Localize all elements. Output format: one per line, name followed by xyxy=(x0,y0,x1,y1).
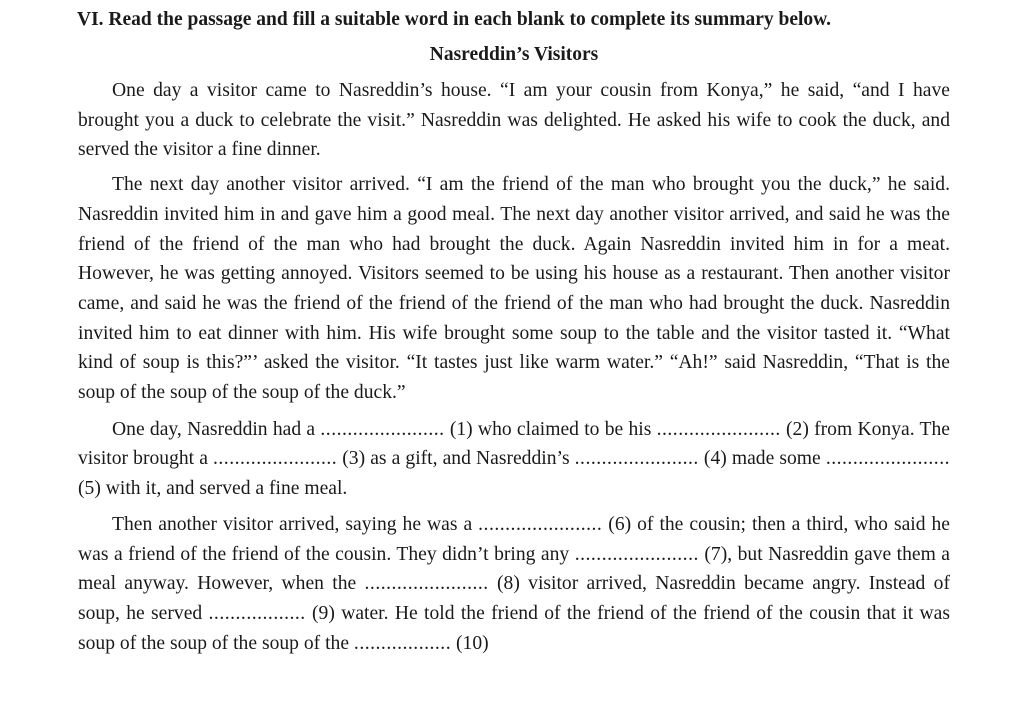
summary-text: (8) visitor arrived, Nasreddin became angry. Instead of soup, he served xyxy=(78,573,950,624)
summary-text: (10) xyxy=(451,632,489,654)
summary-text: (3) as a gift, and Nasreddin’s xyxy=(337,448,575,470)
passage-paragraph-1: One day a visitor came to Nasreddin’s house. “I am your cousin from Konya,” he said, “and I have brought you a duck to celebrate the visit.” Nasreddin was delighted. He asked his wife to cook the duck, and served the visitor a fine dinner. xyxy=(78,80,950,161)
blank-5[interactable]: ....................... xyxy=(825,448,950,470)
exercise-heading: VI. Read the passage and fill a suitable word in each blank to complete its summary below. xyxy=(77,9,832,30)
summary-text: (1) who claimed to be his xyxy=(444,418,657,440)
passage-title: Nasreddin’s Visitors xyxy=(429,44,599,65)
blank-4[interactable]: ....................... xyxy=(574,448,699,470)
blank-6[interactable]: ....................... xyxy=(478,513,603,535)
summary-text: (4) made some xyxy=(698,448,826,470)
passage-paragraph-2: The next day another visitor arrived. “I am the friend of the man who brought you the duck,” he said. Nasreddin invited him in and gave him a good meal. The next day another visitor arrived, and said he was the friend of the friend of the man who had brought the duck. Again Nasreddin invited him in for a meat. However, he was getting annoyed. Visitors seemed to be using his house as a restaurant. Then another visitor came, and said he was the friend of the friend of the friend of the man who had brought the duck. Nasreddin invited him to eat dinner with him. His wife brought some soup to the table and the visitor tasted it. “What kind of soup is this?”’ asked the visitor. “It tastes just like warm water.” “Ah!” said Nasreddin, “That is the soup of the soup of the soup of the duck.” xyxy=(78,174,950,404)
blank-7[interactable]: ....................... xyxy=(574,543,699,565)
blank-2[interactable]: ....................... xyxy=(656,418,781,440)
blank-3[interactable]: ....................... xyxy=(213,448,338,470)
blank-8[interactable]: ....................... xyxy=(364,573,489,595)
worksheet-page xyxy=(78,8,950,658)
summary-text: (9) water. He told the friend of the friend of the friend of the cousin that it was soup of the soup of the soup of the xyxy=(78,602,951,654)
summary-text: (5) with it, and served a fine meal. xyxy=(78,478,348,500)
summary-text: (7), but Nasreddin gave them a meal anyway. However, when the xyxy=(78,543,950,595)
blank-1[interactable]: ....................... xyxy=(320,418,445,440)
summary-paragraph-1 xyxy=(78,415,950,504)
summary-paragraph-2 xyxy=(78,510,950,659)
summary-text: Then another visitor arrived, saying he was a xyxy=(112,513,479,535)
summary-text: (6) of the cousin; then a third, who said he was a friend of the friend of the cousin. They didn’t bring any xyxy=(78,513,950,565)
summary-text: (2) from Konya. The visitor brought a xyxy=(78,418,950,470)
summary-text: One day, Nasreddin had a xyxy=(112,418,321,440)
blank-10[interactable]: .................. xyxy=(353,632,452,654)
blank-9[interactable]: .................. xyxy=(208,602,306,624)
